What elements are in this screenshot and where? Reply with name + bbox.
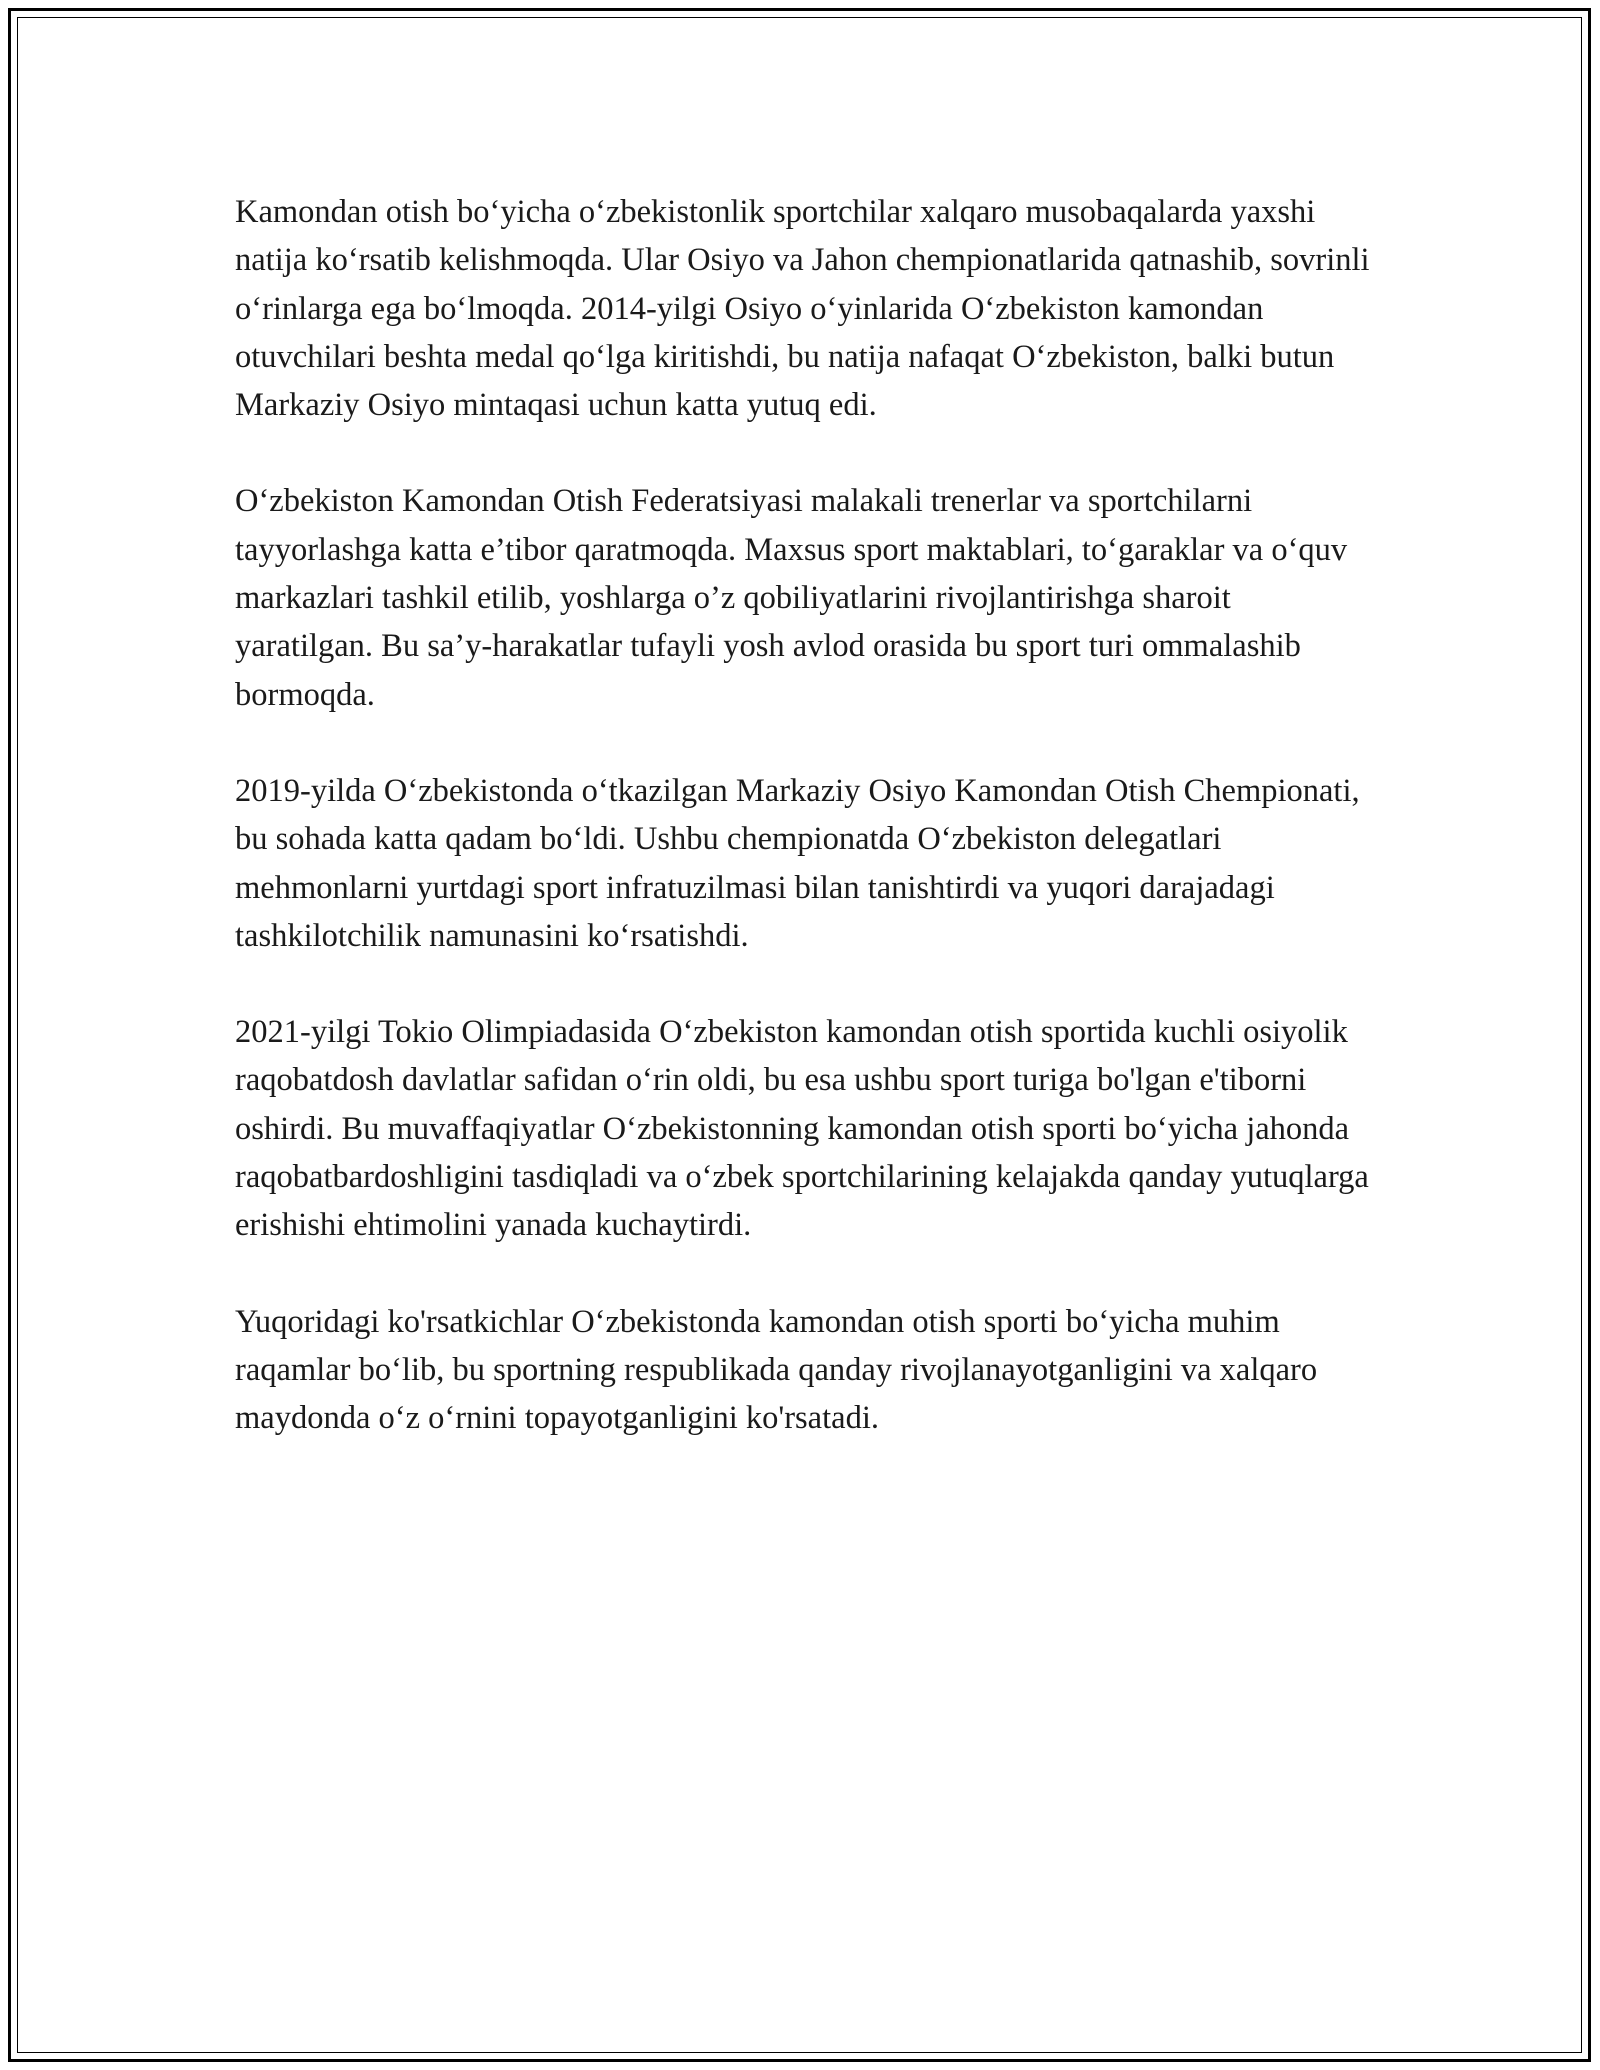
paragraph-4: 2021-yilgi Tokio Olimpiadasida O‘zbekiston kamondan otish sportida kuchli osiyolik raqobatdosh davlatlar safidan o‘rin oldi, bu esa ushbu sport turiga bo'lgan e'tiborni oshirdi. Bu muvaffaqiyatlar O‘zbekistonning kamondan otish sporti bo‘yicha jahonda raqobatbardoshligini tasdiqladi va o‘zbek sportchilarining kelajakda qanday yutuqlarga erishishi ehtimolini yanada kuchaytirdi. [235,1014,1369,1244]
paragraph-1: Kamondan otish bo‘yicha o‘zbekistonlik sportchilar xalqaro musobaqalarda yaxshi natija ko‘rsatib kelishmoqda. Ular Osiyo va Jahon chempionatlarida qatnashib, sovrinli o‘rinlarga ega bo‘lmoqda. 2014-yilgi Osiyo o‘yinlarida O‘zbekiston kamondan otuvchilari beshta medal qo‘lga kiritishdi, bu natija nafaqat O‘zbekiston, balki butun Markaziy Osiyo mintaqasi uchun katta yutuq edi. [235,194,1370,424]
paragraph-5: Yuqoridagi ko'rsatkichlar O‘zbekistonda kamondan otish sporti bo‘yicha muhim raqamlar bo‘lib, bu sportning respublikada qanday rivojlanayotganligini va xalqaro maydonda o‘z o‘rnini topayotganligini ko'rsatadi. [235,1303,1318,1437]
paragraph-2: O‘zbekiston Kamondan Otish Federatsiyasi malakali trenerlar va sportchilarni tayyorlashga katta e’tibor qaratmoqda. Maxsus sport maktablari, to‘garaklar va o‘quv markazlari tashkil etilib, yoshlarga o’z qobiliyatlarini rivojlantirishga sharoit yaratilgan. Bu sa’y-harakatlar tufayli yosh avlod orasida bu sport turi ommalashib bormoqda. [235,483,1348,713]
paragraph-3: 2019-yilda O‘zbekistonda o‘tkazilgan Markaziy Osiyo Kamondan Otish Chempionati, bu sohada katta qadam bo‘ldi. Ushbu chempionatda O‘zbekiston delegatlari mehmonlarni yurtdagi sport infratuzilmasi bilan tanishtirdi va yuqori darajadagi tashkilotchilik namunasini ko‘rsatishdi. [235,772,1360,954]
document-body [235,188,1375,1491]
